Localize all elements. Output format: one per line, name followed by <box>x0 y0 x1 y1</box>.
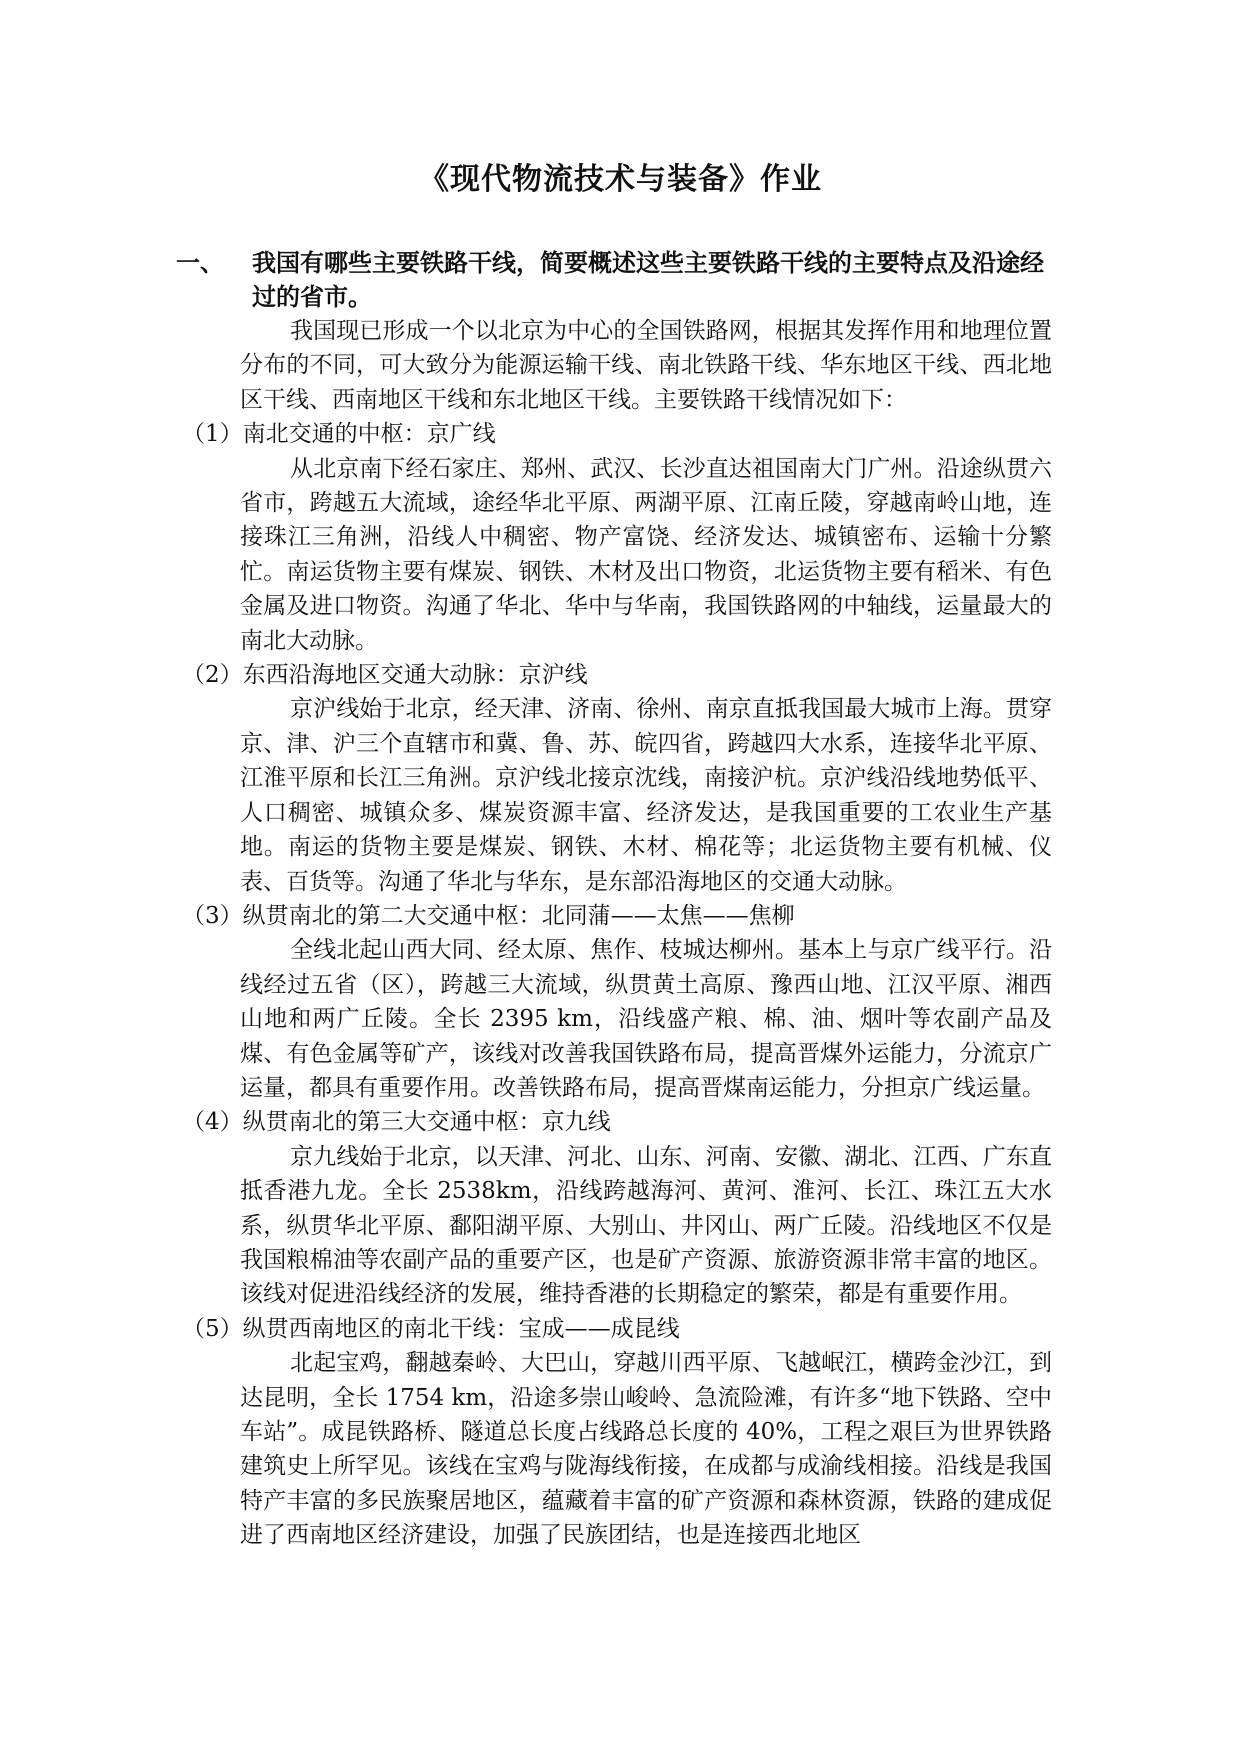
section-body-4: 京九线始于北京，以天津、河北、山东、河南、安徽、湖北、江西、广东直抵香港九龙。全长 2538km，沿线跨越海河、黄河、淮河、长江、珠江五大水系，纵贯华北平原、鄱阳湖平原、大别山、井冈山、两广丘陵。沿线地区不仅是我国粮棉油等农副产品的重要产区，也是矿产资源、旅游资源非常丰富的地区。该线对促进沿线经济的发展，维持香港的长期稳定的繁荣，都是有重要作用。 <box>240 1143 1052 1308</box>
question-number: 一、 <box>176 248 224 277</box>
section-heading-2: （2）东西沿海地区交通大动脉：京沪线 <box>182 662 588 689</box>
document-title: 《现代物流技术与装备》作业 <box>419 162 822 197</box>
question-block <box>176 246 1066 314</box>
section-heading-5: （5）纵贯西南地区的南北干线：宝成——成昆线 <box>182 1315 680 1342</box>
section-heading-4: （4）纵贯南北的第三大交通中枢：京九线 <box>182 1109 611 1136</box>
answer-body <box>176 314 1066 1553</box>
section-heading-3: （3）纵贯南北的第二大交通中枢：北同蒲——太焦——焦柳 <box>182 902 795 929</box>
question-text: 我国有哪些主要铁路干线，简要概述这些主要铁路干线的主要特点及沿途经过的省市。 <box>252 248 1044 311</box>
intro-paragraph: 我国现已形成一个以北京为中心的全国铁路网，根据其发挥作用和地理位置分布的不同，可大致分为能源运输干线、南北铁路干线、华东地区干线、西北地区干线、西南地区干线和东北地区干线。主要铁路干线情况如下： <box>240 318 1052 413</box>
section-body-1: 从北京南下经石家庄、郑州、武汉、长沙直达祖国南大门广州。沿途纵贯六省市，跨越五大流域，途经华北平原、两湖平原、江南丘陵，穿越南岭山地，连接珠江三角洲，沿线人中稠密、物产富饶、经济发达、城镇密布、运输十分繁忙。南运货物主要有煤炭、钢铁、木材及出口物资，北运货物主要有稻米、有色金属及进口物资。沟通了华北、华中与华南，我国铁路网的中轴线，运量最大的南北大动脉。 <box>240 455 1052 654</box>
section-heading-1: （1）南北交通的中枢：京广线 <box>182 421 496 448</box>
section-body-2: 京沪线始于北京，经天津、济南、徐州、南京直抵我国最大城市上海。贯穿京、津、沪三个直辖市和冀、鲁、苏、皖四省，跨越四大水系，连接华北平原、江淮平原和长江三角洲。京沪线北接京沈线，南接沪杭。京沪线沿线地势低平、人口稠密、城镇众多、煤炭资源丰富、经济发达，是我国重要的工农业生产基地。南运的货物主要是煤炭、钢铁、木材、棉花等；北运货物主要有机械、仪表、百货等。沟通了华北与华东，是东部沿海地区的交通大动脉。 <box>240 696 1052 895</box>
section-body-5: 北起宝鸡，翻越秦岭、大巴山，穿越川西平原、飞越岷江，横跨金沙江，到达昆明，全长 1754 km，沿途多崇山峻岭、急流险滩，有许多“地下铁路、空中车站”。成昆铁路桥、隧道总长度占线路总长度的 40%，工程之艰巨为世界铁路建筑史上所罕见。该线在宝鸡与陇海线衔接，在成都与成渝线相接。沿线是我国特产丰富的多民族聚居地区，蕴藏着丰富的矿产资源和森林资源，铁路的建成促进了西南地区经济建设，加强了民族团结，也是连接西北地区 <box>240 1350 1052 1549</box>
section-body-3: 全线北起山西大同、经太原、焦作、枝城达柳州。基本上与京广线平行。沿线经过五省（区），跨越三大流域，纵贯黄土高原、豫西山地、江汉平原、湘西山地和两广丘陵。全长 2395 km，沿线盛产粮、棉、油、烟叶等农副产品及煤、有色金属等矿产，该线对改善我国铁路布局，提高晋煤外运能力，分流京广运量，都具有重要作用。改善铁路布局，提高晋煤南运能力，分担京广线运量。 <box>240 937 1052 1101</box>
